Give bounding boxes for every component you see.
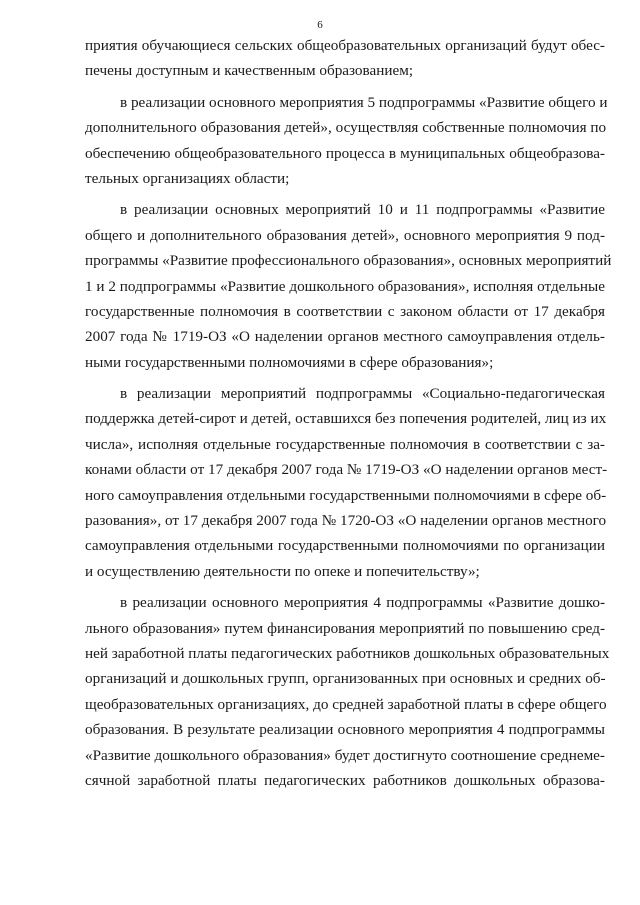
- text-line: дополнительного образования детей», осуществляя собственные полномочия по: [85, 119, 607, 137]
- page-number: 6: [317, 19, 323, 31]
- text-line: тельных организациях области;: [85, 169, 290, 187]
- text-line: 2007 года № 1719-ОЗ «О наделении органов местного самоуправления отдель-: [85, 328, 605, 346]
- text-line: государственные полномочия в соответствии с законом области от 17 декабря: [85, 302, 605, 320]
- text-line: разования», от 17 декабря 2007 года № 1720-ОЗ «О наделении органов местного: [85, 512, 607, 530]
- text-line: ными государственными полномочиями в сфере образования»;: [85, 353, 494, 371]
- text-line: 1 и 2 подпрограммы «Развитие дошкольного образования», исполняя отдельные: [85, 277, 605, 295]
- text-line: в реализации основного мероприятия 5 подпрограммы «Развитие общего и: [120, 93, 608, 111]
- text-line: в реализации мероприятий подпрограммы «Социально-педагогическая: [120, 385, 605, 403]
- text-line: общего и дополнительного образования детей», основного мероприятия 9 под-: [85, 226, 605, 244]
- text-line: и осуществлению деятельности по опеке и попечительству»;: [85, 562, 480, 580]
- text-line: образования. В результате реализации основного мероприятия 4 подпрограммы: [85, 721, 605, 739]
- paragraph: [85, 197, 612, 375]
- text-line: ней заработной платы педагогических работников дошкольных образовательных: [85, 644, 610, 662]
- text-line: обеспечению общеобразовательного процесса в муниципальных общеобразова-: [85, 144, 605, 162]
- text-line: печены доступным и качественным образованием;: [85, 62, 414, 80]
- text-line: конами области от 17 декабря 2007 года № 1719-ОЗ «О наделении органов мест-: [85, 461, 608, 479]
- text-line: программы «Развитие профессионального образования», основных мероприятий: [85, 252, 612, 270]
- text-line: в реализации основных мероприятий 10 и 11 подпрограммы «Развитие: [120, 201, 605, 219]
- text-line: числа», исполняя отдельные государственные полномочия в соответствии с за-: [85, 435, 605, 453]
- text-line: щеобразовательных организациях, до средней заработной платы в сфере общего: [85, 695, 607, 713]
- text-line: льного образования» путем финансирования мероприятий по повышению сред-: [85, 619, 605, 637]
- text-line: самоуправления отдельными государственными полномочиями по организации: [85, 537, 605, 555]
- document-body: [85, 33, 612, 793]
- paragraph: [85, 381, 608, 584]
- text-line: «Развитие дошкольного образования» будет достигнуто соотношение среднеме-: [85, 746, 605, 764]
- paragraph: [85, 590, 610, 793]
- text-line: в реализации основного мероприятия 4 подпрограммы «Развитие дошко-: [120, 594, 605, 612]
- text-line: ного самоуправления отдельными государственными полномочиями в сфере об-: [85, 486, 607, 504]
- text-line: приятия обучающиеся сельских общеобразовательных организаций будут обес-: [85, 37, 605, 54]
- paragraph: [85, 33, 605, 84]
- paragraph: [85, 90, 608, 192]
- text-line: сячной заработной платы педагогических работников дошкольных образова-: [85, 771, 605, 789]
- text-line: организаций и дошкольных групп, организованных при основных и средних об-: [85, 670, 606, 688]
- text-line: поддержка детей-сирот и детей, оставшихся без попечения родителей, лиц из их: [85, 410, 607, 428]
